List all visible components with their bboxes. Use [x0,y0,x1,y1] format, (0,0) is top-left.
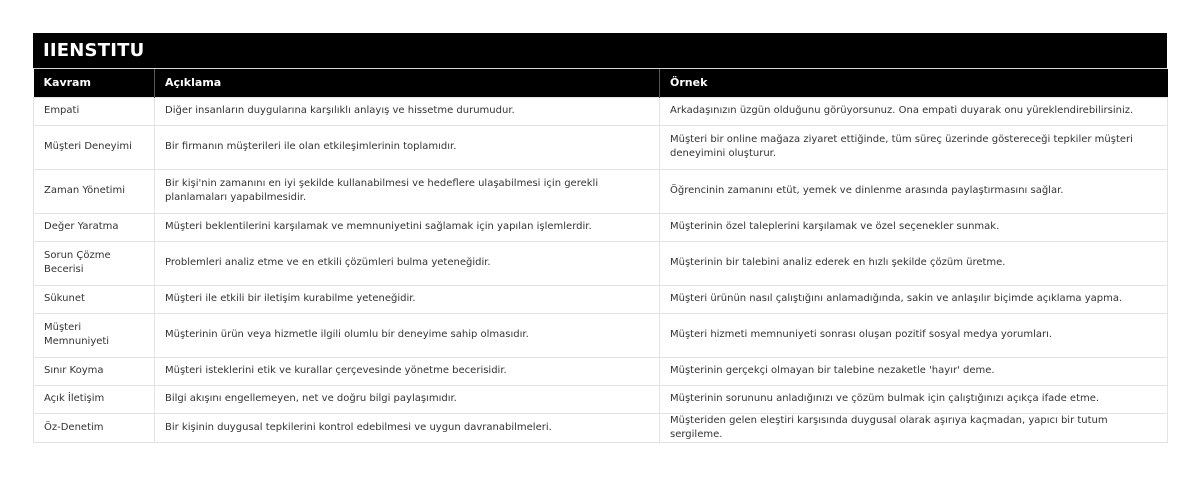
table-row [34,169,1168,213]
table-row [34,285,1168,313]
table-row [34,125,1168,169]
cell-kavram: Açık İletişim [34,385,155,413]
cell-ornek: Öğrencinin zamanını etüt, yemek ve dinlenme arasında paylaştırmasını sağlar. [660,169,1168,213]
cell-aciklama: Müşteri beklentilerini karşılamak ve memnuniyetini sağlamak için yapılan işlemlerdir. [155,213,660,241]
table-row [34,241,1168,285]
cell-kavram: Zaman Yönetimi [34,169,155,213]
cell-aciklama: Bilgi akışını engellemeyen, net ve doğru bilgi paylaşımıdır. [155,385,660,413]
cell-aciklama: Diğer insanların duygularına karşılıklı anlayış ve hissetme durumudur. [155,97,660,125]
cell-aciklama: Müşteri ile etkili bir iletişim kurabilme yeteneğidir. [155,285,660,313]
brand-title: IIENSTITU [33,33,1167,69]
table-row [34,357,1168,385]
cell-ornek: Müşteri ürünün nasıl çalıştığını anlamadığında, sakin ve anlaşılır biçimde açıklama yapma. [660,285,1168,313]
cell-aciklama: Müşteri isteklerini etik ve kurallar çerçevesinde yönetme becerisidir. [155,357,660,385]
cell-ornek: Arkadaşınızın üzgün olduğunu görüyorsunuz. Ona empati duyarak onu yüreklendirebilirsiniz. [660,97,1168,125]
cell-ornek: Müşteri hizmeti memnuniyeti sonrası oluşan pozitif sosyal medya yorumları. [660,313,1168,357]
cell-ornek: Müşteriden gelen eleştiri karşısında duygusal olarak aşırıya kaçmadan, yapıcı bir tutum sergileme. [660,413,1168,442]
cell-kavram: Sınır Koyma [34,357,155,385]
cell-ornek: Müşterinin gerçekçi olmayan bir talebine nezaketle 'hayır' deme. [660,357,1168,385]
cell-kavram: Müşteri Deneyimi [34,125,155,169]
header-aciklama: Açıklama [155,69,660,97]
cell-aciklama: Problemleri analiz etme ve en etkili çözümleri bulma yeteneğidir. [155,241,660,285]
cell-kavram: Sükunet [34,285,155,313]
cell-kavram: Değer Yaratma [34,213,155,241]
table-row [34,385,1168,413]
table-row [34,313,1168,357]
cell-ornek: Müşterinin bir talebini analiz ederek en hızlı şekilde çözüm üretme. [660,241,1168,285]
table-row [34,413,1168,442]
content-table-wrapper [33,33,1167,443]
cell-aciklama: Bir firmanın müşterileri ile olan etkileşimlerinin toplamıdır. [155,125,660,169]
cell-ornek: Müşterinin özel taleplerini karşılamak ve özel seçenekler sunmak. [660,213,1168,241]
table-row [34,213,1168,241]
cell-kavram: Müşteri Memnuniyeti [34,313,155,357]
cell-aciklama: Müşterinin ürün veya hizmetle ilgili olumlu bir deneyime sahip olmasıdır. [155,313,660,357]
cell-kavram: Empati [34,97,155,125]
cell-aciklama: Bir kişinin duygusal tepkilerini kontrol edebilmesi ve uygun davranabilmeleri. [155,413,660,442]
cell-ornek: Müşteri bir online mağaza ziyaret ettiğinde, tüm süreç üzerinde göstereceği tepkiler müşteri deneyimini oluşturur. [660,125,1168,169]
header-kavram: Kavram [34,69,155,97]
concept-table [33,69,1168,443]
header-ornek: Örnek [660,69,1168,97]
table-row [34,97,1168,125]
cell-ornek: Müşterinin sorununu anladığınızı ve çözüm bulmak için çalıştığınızı açıkça ifade etme. [660,385,1168,413]
cell-kavram: Öz-Denetim [34,413,155,442]
cell-aciklama: Bir kişi'nin zamanını en iyi şekilde kullanabilmesi ve hedeflere ulaşabilmesi için gerekli planlamaları yapabilmesidir. [155,169,660,213]
cell-kavram: Sorun Çözme Becerisi [34,241,155,285]
table-header-row [34,69,1168,97]
